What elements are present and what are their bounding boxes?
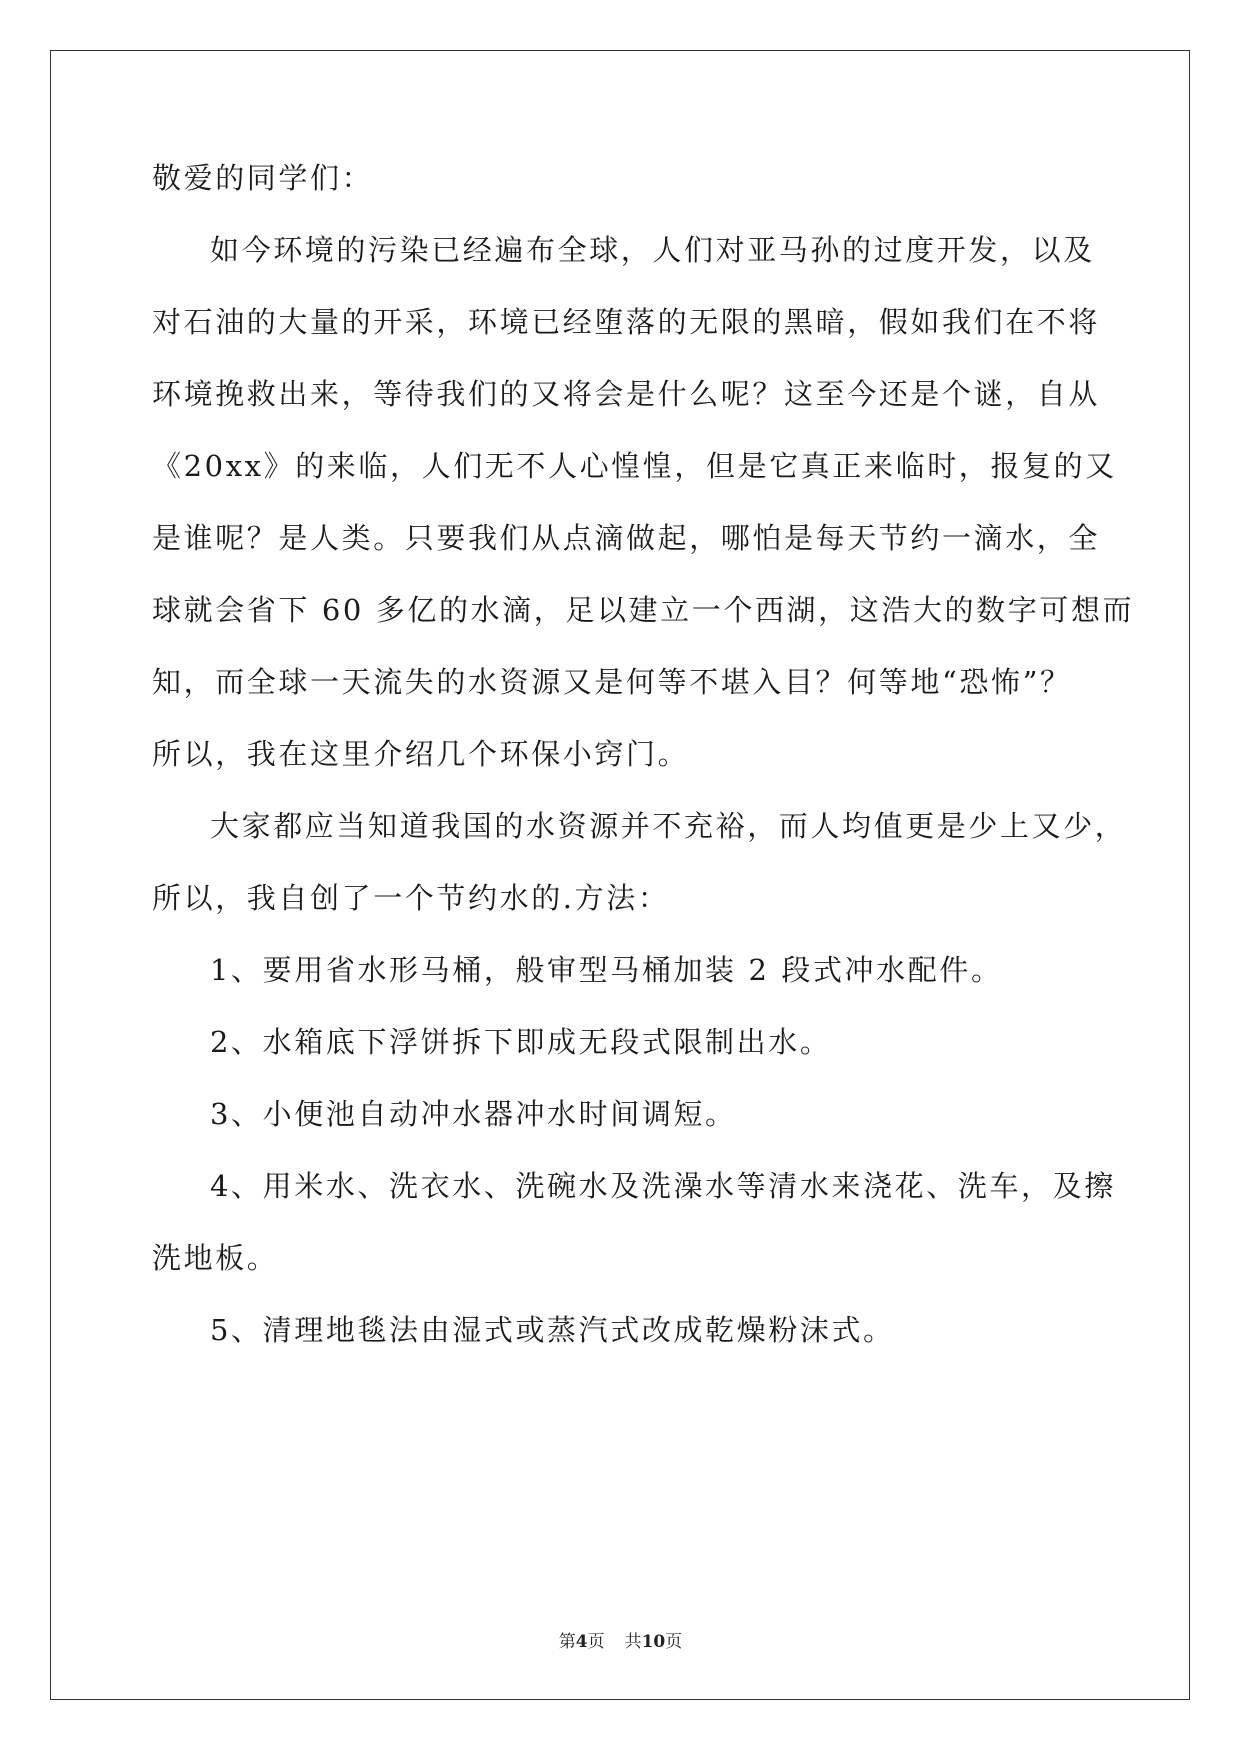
paragraph-line: 所以，我在这里介绍几个环保小窍门。 — [152, 737, 690, 771]
list-item: 1、要用省水形马桶，般审型马桶加装 2 段式冲水配件。 — [210, 953, 1003, 987]
page-border — [50, 50, 1190, 1700]
list-item-continuation: 洗地板。 — [152, 1241, 279, 1275]
list-item: 3、小便池自动冲水器冲水时间调短。 — [210, 1097, 737, 1131]
paragraph-line: 对石油的大量的开采，环境已经堕落的无限的黑暗，假如我们在不将 — [152, 305, 1101, 339]
paragraph-line: 大家都应当知道我国的水资源并不充裕，而人均值更是少上又少， — [210, 809, 1127, 843]
list-item: 4、用米水、洗衣水、洗碗水及洗澡水等清水来浇花、洗车，及擦 — [210, 1169, 1116, 1203]
paragraph-line: 球就会省下 60 多亿的水滴，足以建立一个西湖，这浩大的数字可想而 — [152, 593, 1135, 627]
page-number: 4 — [575, 1632, 588, 1652]
list-item: 5、清理地毯法由湿式或蒸汽式改成乾燥粉沫式。 — [210, 1313, 895, 1347]
page-unit: 页 — [587, 1632, 605, 1652]
salutation-line: 敬爱的同学们： — [152, 161, 374, 195]
total-prefix: 共 — [624, 1632, 642, 1652]
paragraph-line: 是谁呢？是人类。只要我们从点滴做起，哪怕是每天节约一滴水，全 — [152, 521, 1101, 555]
paragraph-line: 所以，我自创了一个节约水的.方法： — [152, 881, 670, 915]
list-item: 2、水箱底下浮饼拆下即成无段式限制出水。 — [210, 1025, 832, 1059]
page-total: 10 — [641, 1632, 666, 1652]
total-unit: 页 — [665, 1632, 683, 1652]
paragraph-line: 如今环境的污染已经遍布全球，人们对亚马孙的过度开发，以及 — [210, 233, 1095, 267]
page-footer — [0, 1630, 1241, 1654]
paragraph-line: 知，而全球一天流失的水资源又是何等不堪入目？何等地“恐怖”？ — [152, 665, 1072, 699]
paragraph-line: 《20xx》的来临，人们无不人心惶惶，但是它真正来临时，报复的又 — [152, 449, 1117, 483]
page-prefix: 第 — [558, 1632, 576, 1652]
paragraph-line: 环境挽救出来，等待我们的又将会是什么呢？这至今还是个谜，自从 — [152, 377, 1101, 411]
